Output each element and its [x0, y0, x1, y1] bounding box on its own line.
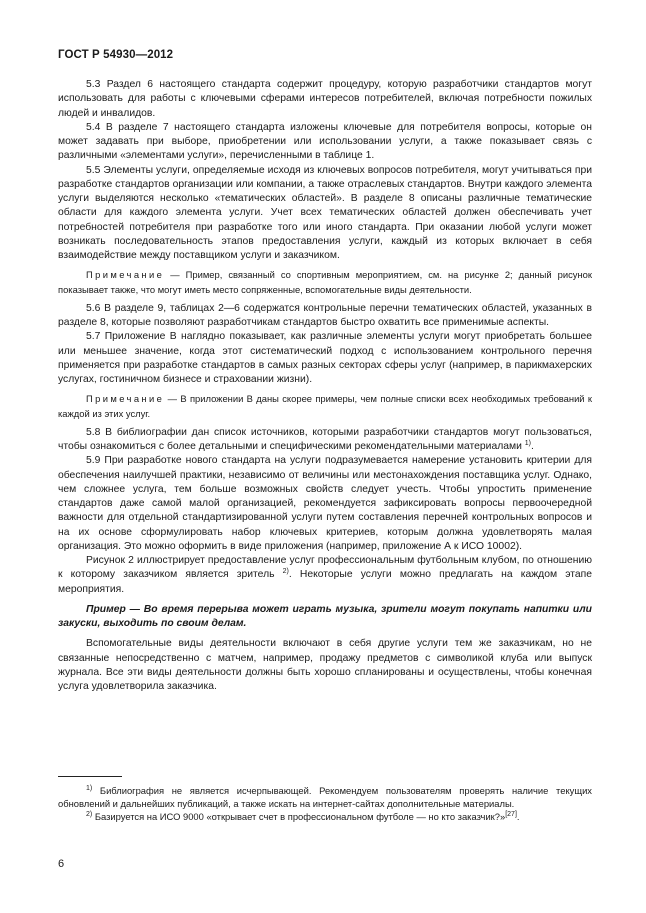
- paragraph-5-8: [58, 426, 592, 455]
- note-1-text: — Пример, связанный со спортивным мероприятием, см. на рисунке 2; данный рисунок показывает также, что могут иметь место сопряженные, вспомогательные виды деятельности.: [58, 269, 592, 295]
- footnote-separator: [58, 776, 122, 777]
- footnote-1-text: Библиография не является исчерпывающей. Рекомендуем пользователям проверять наличие текущих обновлений и дальнейших публикаций, а также искать на интернет-сайтах дополнительные материалы.: [58, 785, 592, 809]
- note-2: [58, 392, 592, 421]
- footnote-1: [58, 784, 592, 810]
- paragraph-5-7: 5.7 Приложение В наглядно показывает, как различные элементы услуги могут приобретать большее или меньшее значение, когда этот систематический подход с использованием контрольного перечня применяется при разработке стандартов в самых разных секторах сферы услуг (например, в парикмахерских услугах, гостиничном бизнесе и страховании жизни).: [58, 331, 592, 385]
- paragraph-5-8-end: .: [531, 441, 534, 452]
- footnote-ref-2: 2): [282, 568, 289, 576]
- footnote-2-end: .: [516, 811, 520, 822]
- note-2-text: — В приложении В даны скорее примеры, чем полные списки всех необходимых требований к каждой из этих услуг.: [58, 393, 592, 419]
- paragraph-figure-2-end: . Некоторые услуги можно предлагать на каждом этапе мероприятия.: [58, 569, 592, 595]
- paragraph-5-9: 5.9 При разработке нового стандарта на услуги подразумевается намерение установить критерии для обеспечения наилучшей практики, независимо от величины или местонахождения поставщика услуг. Однако, чем сложнее услуга, тем больше возможных свойств следует учесть. Чтобы упростить применение стандартов даже самой малой организацией, рекомендуется зафиксировать вопросы первоочередной важности для отдельной стандартизированной услуги путем составления перечней контрольных вопросов и на их основе сформулировать набор ключевых критериев, которым должна удовлетворять малая организация. Это можно оформить в виде приложения (например, приложение А к ИСО 10002).: [58, 455, 592, 552]
- paragraph-5-4: 5.4 В разделе 7 настоящего стандарта изложены ключевые для потребителя вопросы, которые он может задавать при выборе, приобретении или использовании услуги, а также показывает связь с различными «элементами услуги», перечисленными в таблице 1.: [58, 121, 592, 162]
- paragraph-figure-2-text: Рисунок 2 иллюстрирует предоставление услуг профессиональным футбольным клубом, по отношению к которому заказчиком является зритель: [58, 555, 592, 581]
- note-2-label: Примечание: [86, 393, 165, 405]
- paragraph-auxiliary-activities: Вспомогательные виды деятельности включают в себя другие услуги тем же заказчикам, но не связанные непосредственно с матчем, например, продажу предметов с символикой клуба или выпуск журнала. Все эти виды деятельности должны быть хорошо спланированы и осуществлены, чтобы конечная услуга удовлетворила заказчика.: [58, 638, 592, 692]
- page-number: 6: [58, 858, 65, 870]
- paragraph-5-8-text: 5.8 В библиографии дан список источников, которыми разработчики стандартов могут пользоваться, чтобы ознакомиться с более детальными и специфическими рекомендательными материалами: [58, 426, 592, 452]
- paragraph-figure-2: [58, 554, 592, 597]
- paragraph-5-5: 5.5 Элементы услуги, определяемые исходя из ключевых вопросов потребителя, могут учитываться при разработке стандартов организации или компании, а также отраслевых стандартов. Внутри каждого элемента услуги выделяются несколько «тематических областей». В разделе 8 описаны различные тематические области для каждого элемента услуги. Учет всех тематических областей должен обеспечивать учет потребностей потребителя при разработке того или иного стандарта. При оказании любой услуги может возникать последовательность этапов предоставления услуги, каждый из которых включает в себя взаимодействие между поставщиком услуги и заказчиком.: [58, 164, 592, 261]
- footnotes: [58, 784, 592, 823]
- footnote-2-mark: 2): [86, 811, 93, 818]
- footnote-ref-1: 1): [524, 440, 531, 447]
- example-block: Пример — Во время перерыва может играть музыка, зрители могут покупать напитки или закуски, выходить по своим делам.: [58, 603, 592, 629]
- note-1: [58, 268, 592, 297]
- paragraph-5-3: 5.3 Раздел 6 настоящего стандарта содержит процедуру, которую разработчики стандартов могут использовать для работы с ключевыми сферами интересов потребителей, включая потребности пожилых людей и инвалидов.: [58, 79, 592, 119]
- footnote-2-text: Базируется на ИСО 9000 «открывает счет в профессиональном футболе — но кто заказчик?»: [92, 811, 506, 822]
- note-1-label: Примечание: [86, 269, 165, 281]
- paragraph-5-6: 5.6 В разделе 9, таблицах 2—6 содержатся контрольные перечни тематических областей, указанных в разделе 8, которые позволяют разработчикам стандартов быстро охватить все применимые аспекты.: [58, 302, 592, 328]
- bibliography-ref-27: [27]: [505, 811, 517, 818]
- main-text: [58, 78, 592, 694]
- footnote-2: [58, 810, 592, 823]
- footnote-1-mark: 1): [86, 785, 93, 792]
- document-header: ГОСТ Р 54930—2012: [58, 49, 174, 61]
